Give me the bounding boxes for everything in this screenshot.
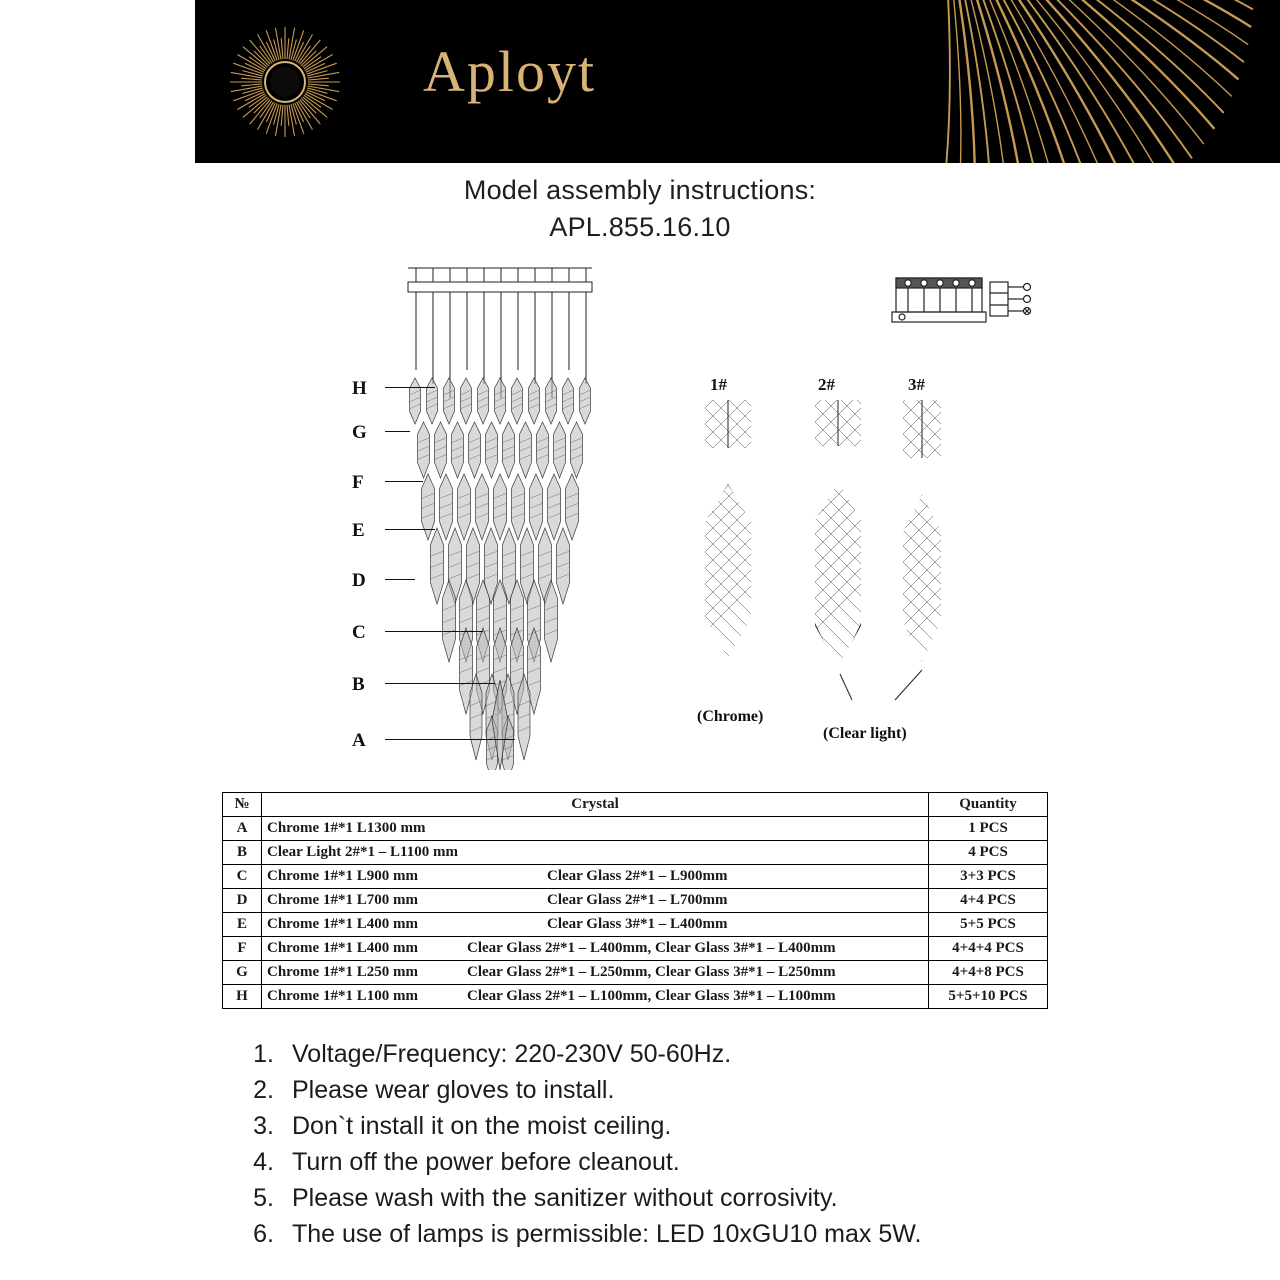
cell-no: D [223, 889, 262, 913]
cell-crystal [262, 865, 929, 889]
cell-crystal [262, 985, 929, 1009]
leader-line-h [385, 387, 435, 388]
cell-crystal-part-b: Clear Glass 2#*1 – L900mm [547, 868, 728, 884]
table-row [223, 817, 1048, 841]
cell-crystal-part-b: Clear Glass 2#*1 – L250mm, Clear Glass 3#*1 – L250mm [467, 964, 836, 980]
note-number: 6. [253, 1220, 274, 1248]
leader-line-g [385, 431, 410, 432]
leader-line-d [385, 579, 415, 580]
leader-line-b [385, 683, 495, 684]
note-text: Don`t install it on the moist ceiling. [292, 1112, 672, 1140]
note-item [222, 1148, 1262, 1177]
cell-crystal [262, 913, 929, 937]
cell-no: A [223, 817, 262, 841]
cell-crystal-part-a: Chrome 1#*1 L1300 mm [267, 820, 426, 836]
cell-crystal [262, 961, 929, 985]
title-line-2: APL.855.16.10 [549, 212, 731, 242]
cell-crystal [262, 889, 929, 913]
cell-quantity: 4+4+4 PCS [929, 937, 1048, 961]
cell-crystal-part-a: Chrome 1#*1 L400 mm [267, 916, 418, 932]
cell-no: C [223, 865, 262, 889]
cell-crystal-part-b: Clear Glass 3#*1 – L400mm [547, 916, 728, 932]
palm-rays-decoration-icon [870, 0, 1280, 163]
parts-table [222, 792, 1048, 1009]
crystal-sample-label-2: 2# [818, 375, 835, 394]
cell-quantity: 3+3 PCS [929, 865, 1048, 889]
leader-line-f [385, 481, 423, 482]
table-header-row [223, 793, 1048, 817]
brand-wordmark: Aployt [423, 39, 597, 104]
cell-quantity: 5+5 PCS [929, 913, 1048, 937]
cell-crystal-part-b: Clear Glass 2#*1 – L700mm [547, 892, 728, 908]
cell-crystal-part-b: Clear Glass 2#*1 – L100mm, Clear Glass 3#*1 – L100mm [467, 988, 836, 1004]
part-label-c: C [352, 622, 366, 643]
terminal-block-wiring-icon [890, 268, 1060, 338]
note-item [222, 1076, 1262, 1105]
page-title [0, 175, 1280, 243]
cell-crystal-part-b: Clear Glass 2#*1 – L400mm, Clear Glass 3#*1 – L400mm [467, 940, 836, 956]
title-line-1: Model assembly instructions: [463, 175, 817, 205]
header-crystal: Crystal [262, 793, 929, 817]
part-label-d: D [352, 570, 366, 591]
cell-crystal-part-a: Chrome 1#*1 L900 mm [267, 868, 418, 884]
cell-crystal-part-a: Chrome 1#*1 L400 mm [267, 940, 418, 956]
table-row [223, 961, 1048, 985]
note-number: 1. [253, 1040, 274, 1068]
table-row [223, 913, 1048, 937]
part-label-column [345, 250, 385, 770]
table-row [223, 937, 1048, 961]
table-row [223, 889, 1048, 913]
crystal-sample-label-1: 1# [710, 375, 727, 394]
cell-quantity: 4 PCS [929, 841, 1048, 865]
part-label-h: H [352, 378, 367, 399]
note-text: Turn off the power before cleanout. [292, 1148, 680, 1176]
leader-line-a [385, 739, 515, 740]
note-number: 2. [253, 1076, 274, 1104]
note-item [222, 1220, 1262, 1249]
instruction-notes-list [222, 1040, 1262, 1256]
part-label-g: G [352, 422, 367, 443]
note-item [222, 1184, 1262, 1213]
assembly-diagram [0, 250, 1280, 790]
part-label-a: A [352, 730, 366, 751]
sunburst-logo-icon [225, 22, 345, 142]
crystal-samples-drawing [690, 400, 1010, 740]
cell-crystal-part-a: Chrome 1#*1 L700 mm [267, 892, 418, 908]
cell-crystal-part-a: Clear Light 2#*1 – L1100 mm [267, 844, 458, 860]
crystal-caption-chrome: (Chrome) [697, 708, 764, 725]
table-row [223, 865, 1048, 889]
cell-quantity: 5+5+10 PCS [929, 985, 1048, 1009]
crystal-caption-clear-light: (Clear light) [823, 725, 907, 742]
cell-crystal [262, 937, 929, 961]
note-number: 5. [253, 1184, 274, 1212]
cell-crystal-part-a: Chrome 1#*1 L250 mm [267, 964, 418, 980]
note-item [222, 1112, 1262, 1141]
cell-no: H [223, 985, 262, 1009]
cell-no: B [223, 841, 262, 865]
header-quantity: Quantity [929, 793, 1048, 817]
cell-no: F [223, 937, 262, 961]
part-label-b: B [352, 674, 365, 695]
table-row [223, 985, 1048, 1009]
note-text: Voltage/Frequency: 220-230V 50-60Hz. [292, 1040, 732, 1068]
note-text: The use of lamps is permissible: LED 10xGU10 max 5W. [292, 1220, 922, 1248]
table-row [223, 841, 1048, 865]
note-text: Please wash with the sanitizer without corrosivity. [292, 1184, 838, 1212]
cell-crystal-part-a: Chrome 1#*1 L100 mm [267, 988, 418, 1004]
note-text: Please wear gloves to install. [292, 1076, 615, 1104]
cell-no: G [223, 961, 262, 985]
cell-quantity: 4+4+8 PCS [929, 961, 1048, 985]
leader-line-e [385, 529, 435, 530]
part-label-f: F [352, 472, 364, 493]
cell-no: E [223, 913, 262, 937]
note-number: 4. [253, 1148, 274, 1176]
part-label-e: E [352, 520, 365, 541]
header-no: № [223, 793, 262, 817]
leader-line-c [385, 631, 483, 632]
cell-crystal [262, 817, 929, 841]
note-item [222, 1040, 1262, 1069]
cell-crystal [262, 841, 929, 865]
header-banner [195, 0, 1280, 163]
note-number: 3. [253, 1112, 274, 1140]
cell-quantity: 1 PCS [929, 817, 1048, 841]
crystal-sample-label-3: 3# [908, 375, 925, 394]
cell-quantity: 4+4 PCS [929, 889, 1048, 913]
